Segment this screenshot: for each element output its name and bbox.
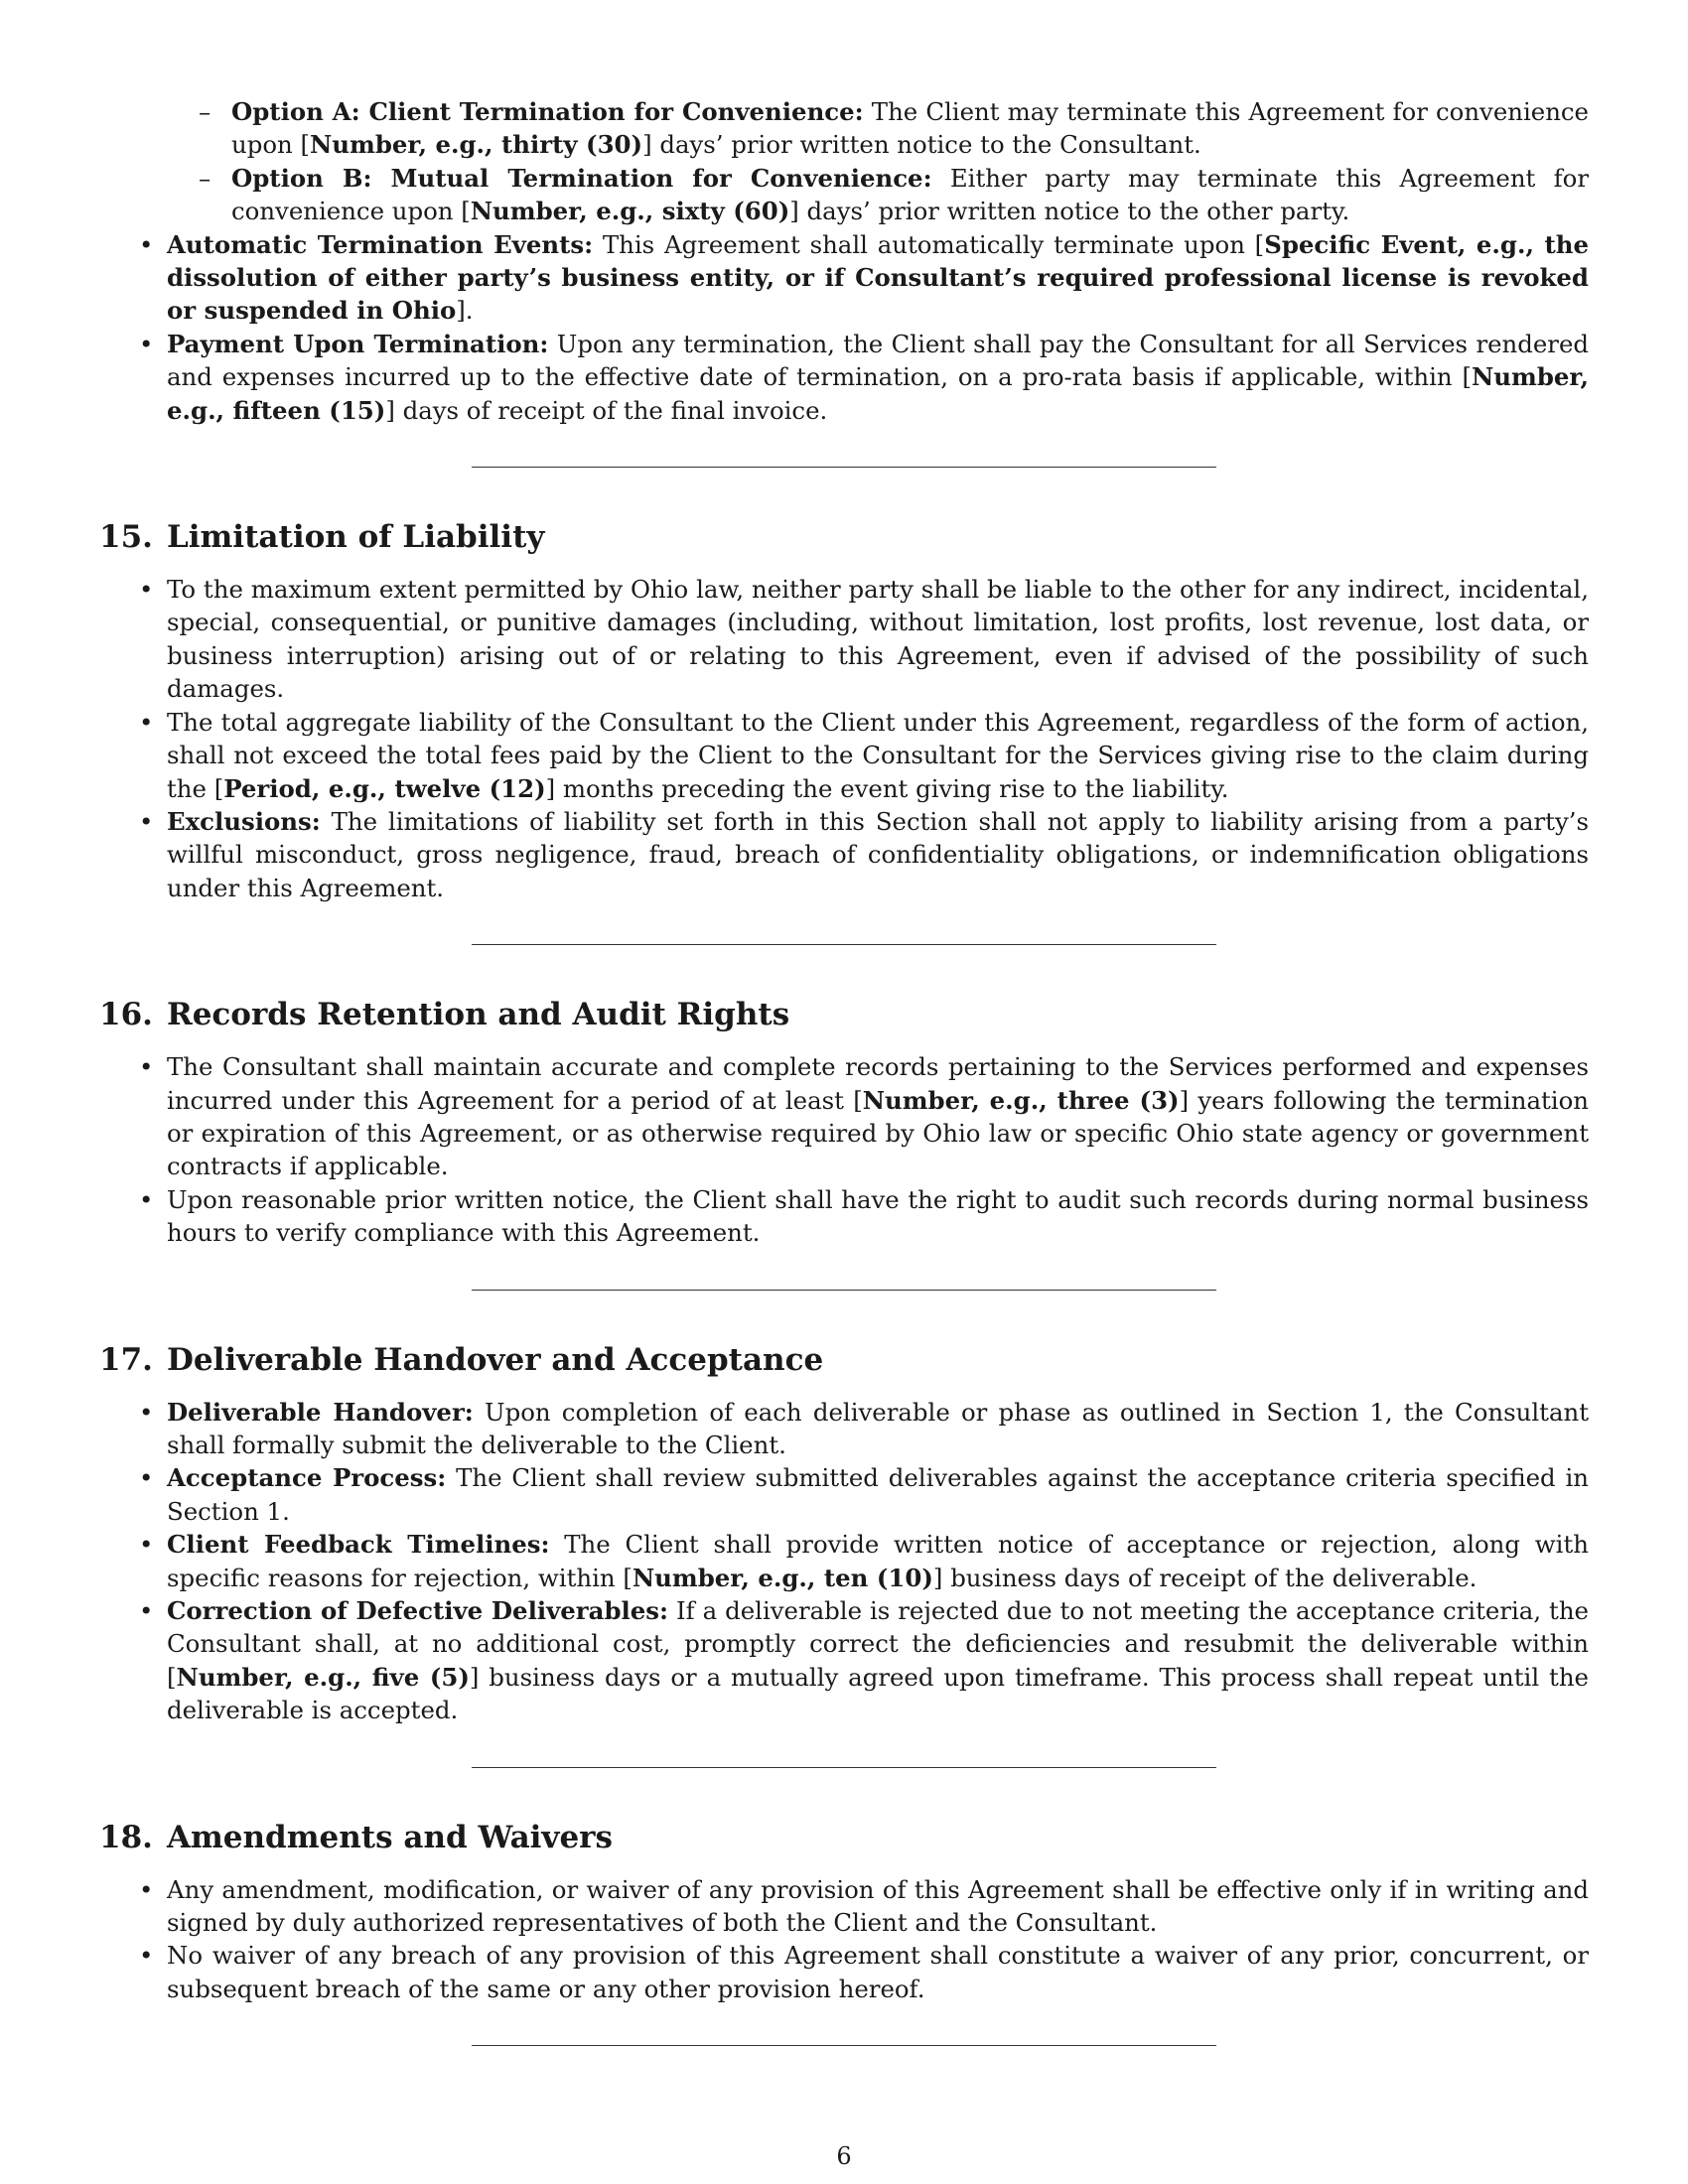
section-heading: [99, 517, 1589, 557]
placeholder-text: Period, e.g., twelve (12): [223, 773, 546, 803]
bullet-marker: •: [139, 1184, 154, 1214]
list-item: [99, 1461, 1589, 1528]
option-b-label: Option B: Mutual Termination for Convenience:: [231, 163, 932, 193]
item-label: Deliverable Handover:: [167, 1397, 474, 1427]
list-item: [99, 1050, 1589, 1183]
bullet-marker: •: [139, 1941, 154, 1971]
placeholder-text: Number, e.g., ten (10): [632, 1563, 933, 1592]
list-item: [99, 1594, 1589, 1727]
page-number: 6: [836, 2142, 852, 2170]
item-text: If a deliverable is rejected due to not meeting the acceptance criteria, the Consultant shall, at no additional cost, promptly correct the deficiencies and resubmit the deliverable within [: [167, 1596, 1589, 1692]
bullet-marker: •: [139, 1596, 154, 1625]
item-text: The limitations of liability set forth in this Section shall not apply to liability arising from a party’s willful misconduct, gross negligence, fraud, breach of confidentiality obligations, or indemnification obligations under this Agreement.: [167, 806, 1589, 902]
bullet-marker: •: [139, 1463, 154, 1493]
item-text: ] months preceding the event giving rise to the liability.: [545, 773, 1229, 803]
item-text: This Agreement shall automatically terminate upon [: [593, 229, 1265, 259]
item-text: The Client shall provide written notice of acceptance or rejection, along with specific reasons for rejection, within [: [167, 1530, 1589, 1592]
item-text: ] business days of receipt of the deliverable.: [932, 1563, 1477, 1592]
automatic-termination-label: Automatic Termination Events:: [167, 229, 594, 259]
section-heading: [99, 1818, 1589, 1857]
list-item: [99, 706, 1589, 805]
section-divider: [472, 1290, 1216, 1291]
section-number: 15.: [99, 519, 153, 556]
section-divider: [472, 944, 1216, 945]
bullet-marker: •: [139, 1874, 154, 1904]
bullet-marker: •: [139, 1397, 154, 1427]
section-title: Amendments and Waivers: [166, 1819, 613, 1855]
section-number: 17.: [99, 1341, 153, 1378]
section-divider: [472, 2045, 1216, 2046]
placeholder-text: Number, e.g., thirty (30): [309, 130, 643, 160]
placeholder-text: Number, e.g., sixty (60): [470, 197, 790, 226]
bullet-marker: •: [139, 1530, 154, 1560]
item-text: Upon any termination, the Client shall pay the Consultant for all Services rendered and expenses incurred up to the effective date of termination, on a pro-rata basis if applicable, within [: [167, 329, 1589, 392]
list-item: [99, 1396, 1589, 1462]
section-title: Deliverable Handover and Acceptance: [166, 1341, 824, 1378]
section-divider: [472, 1767, 1216, 1768]
bullet-marker: •: [139, 575, 154, 605]
list-item: [99, 162, 1589, 228]
section-number: 18.: [99, 1819, 153, 1855]
item-text: ] days’ prior written notice to the other party.: [789, 197, 1350, 226]
list-item: [99, 1183, 1589, 1250]
item-text: ].: [456, 296, 474, 326]
list-item: [99, 1939, 1589, 2005]
option-a-label: Option A: Client Termination for Convenience:: [231, 97, 864, 126]
bullet-marker: •: [139, 707, 154, 737]
item-text: Upon reasonable prior written notice, the Client shall have the right to audit such records during normal business hours to verify compliance with this Agreement.: [167, 1184, 1589, 1248]
placeholder-text: Specific Event, e.g., the dissolution of either party’s business entity, or if Consultant’s required professional license is revoked or suspended in Ohio: [167, 229, 1589, 326]
item-text: ] days of receipt of the final invoice.: [385, 395, 828, 425]
bullet-marker: •: [139, 1052, 154, 1082]
section-title: Limitation of Liability: [166, 519, 545, 556]
list-item: [99, 805, 1589, 904]
dash-marker: –: [199, 163, 211, 193]
list-item: [99, 1873, 1589, 1940]
section-heading: [99, 1340, 1589, 1380]
list-item: [99, 1528, 1589, 1594]
bullet-marker: •: [139, 229, 154, 259]
placeholder-text: Number, e.g., five (5): [176, 1662, 470, 1692]
item-label: Acceptance Process:: [167, 1463, 447, 1493]
item-text: Any amendment, modification, or waiver of any provision of this Agreement shall be effective only if in writing and signed by duly authorized representatives of both the Client and the Consultant.: [167, 1874, 1589, 1938]
section-number: 16.: [99, 997, 153, 1033]
item-text: ] days’ prior written notice to the Consultant.: [642, 130, 1201, 160]
dash-marker: –: [199, 97, 211, 126]
placeholder-text: Number, e.g., fifteen (15): [167, 362, 1589, 425]
bullet-marker: •: [139, 806, 154, 836]
list-item: [99, 95, 1589, 162]
list-item: [99, 573, 1589, 706]
section-divider: [472, 467, 1216, 468]
document-page: [99, 95, 1589, 2046]
item-text: To the maximum extent permitted by Ohio law, neither party shall be liable to the other for any indirect, incidental, special, consequential, or punitive damages (including, without limitation, lost profits, lost revenue, lost data, or business interruption) arising out of or relating to this Agreement, even if advised of the possibility of such damages.: [167, 575, 1589, 704]
item-label: Client Feedback Timelines:: [167, 1530, 550, 1560]
item-text: No waiver of any breach of any provision of this Agreement shall constitute a waiver of any prior, concurrent, or subsequent breach of the same or any other provision hereof.: [167, 1941, 1589, 2003]
item-text: Upon completion of each deliverable or phase as outlined in Section 1, the Consultant shall formally submit the deliverable to the Client.: [167, 1397, 1589, 1459]
section-title: Records Retention and Audit Rights: [166, 997, 790, 1033]
item-text: ] business days or a mutually agreed upon timeframe. This process shall repeat until the deliverable is accepted.: [167, 1662, 1589, 1725]
bullet-marker: •: [139, 329, 154, 358]
item-text: The total aggregate liability of the Consultant to the Client under this Agreement, regardless of the form of action, shall not exceed the total fees paid by the Client to the Consultant for the Services giving rise to the claim during the [: [167, 707, 1589, 803]
section-heading: [99, 995, 1589, 1034]
payment-termination-label: Payment Upon Termination:: [167, 329, 549, 358]
item-text: The Consultant shall maintain accurate and complete records pertaining to the Services performed and expenses incurred under this Agreement for a period of at least [: [167, 1052, 1589, 1115]
item-text: ] years following the termination or expiration of this Agreement, or as otherwise required by Ohio law or specific Ohio state agency or government contracts if applicable.: [167, 1085, 1589, 1181]
placeholder-text: Number, e.g., three (3): [862, 1085, 1180, 1115]
item-text: Either party may terminate this Agreement for convenience upon [: [231, 163, 1589, 226]
list-item: [99, 228, 1589, 328]
item-label: Correction of Defective Deliverables:: [167, 1596, 669, 1625]
list-item: [99, 328, 1589, 427]
item-text: The Client may terminate this Agreement for convenience upon [: [231, 97, 1589, 160]
exclusions-label: Exclusions:: [167, 806, 321, 836]
item-text: The Client shall review submitted deliverables against the acceptance criteria specified in Section 1.: [167, 1463, 1589, 1526]
